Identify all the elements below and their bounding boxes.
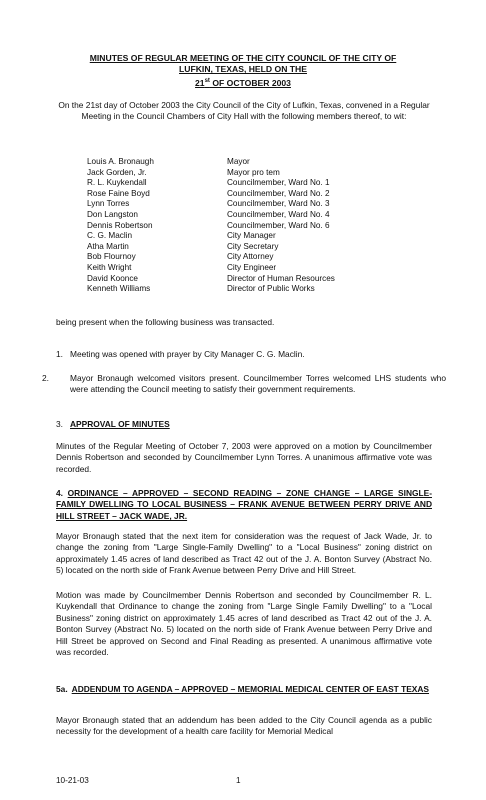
roster-row [87,157,335,168]
member-name: Lynn Torres [87,199,130,209]
footer-date: 10-21-03 [56,776,89,785]
agenda-item-5a [56,684,432,695]
member-name: Keith Wright [87,262,132,272]
member-name: Rose Faine Boyd [87,188,150,198]
member-role: City Attorney [227,252,274,262]
item-4-paragraph-1: Mayor Bronaugh stated that the next item for consideration was the request of Jack Wade, Jr. to change the zoning from "Large Single-Family Dwelling" to a "Local Business" zoning district on approximately 1.45 acres of land described as Tract 42 out of the J. A. Bonton Survey (Abstract No. 5) located on the north side of Frank Avenue between Perry Drive and Hill Street. [56,531,432,576]
member-role: Councilmember, Ward No. 2 [227,188,330,198]
minutes-approval-text: Minutes of the Regular Meeting of October 7, 2003 were approved on a motion by Councilmember Dennis Robertson and seconded by Councilmember Lynn Torres. A unanimous affirmative vote was recorded. [56,441,432,474]
member-role: City Engineer [227,262,277,272]
roster-row [87,263,335,274]
member-role: Director of Public Works [227,284,315,294]
member-role: Director of Human Resources [227,273,335,283]
footer-page-number: 1 [236,776,241,785]
member-name: Dennis Robertson [87,220,153,230]
member-role: Mayor [227,157,250,166]
member-name: Louis A. Bronaugh [87,157,154,166]
member-role: Mayor pro tem [227,167,280,177]
agenda-item-3 [56,419,432,430]
member-name: C. G. Maclin [87,231,133,241]
roster-row [87,284,335,295]
member-role: Councilmember, Ward No. 4 [227,209,330,219]
roster-row [87,210,335,221]
title-line-3: 21st OF OCTOBER 2003 [195,77,291,88]
roster-row [87,168,335,179]
item-heading: ADDENDUM TO AGENDA – APPROVED – MEMORIAL MEDICAL CENTER OF EAST TEXAS [71,684,430,694]
present-statement: being present when the following business was transacted. [56,317,275,327]
member-role: City Secretary [227,241,279,251]
member-role: City Manager [227,231,276,241]
roster-row [87,242,335,253]
member-role: Councilmember, Ward No. 6 [227,220,330,230]
title-line-1: MINUTES OF REGULAR MEETING OF THE CITY COUNCIL OF THE CITY OF [89,53,397,63]
roster-row [87,189,335,200]
item-number: 4. [56,488,63,498]
member-name: Kenneth Williams [87,284,151,294]
roster-row [87,221,335,232]
roster-row [87,199,335,210]
roster-row [87,274,335,285]
item-heading: ORDINANCE – APPROVED – SECOND READING – ZONE CHANGE – LARGE SINGLE-FAMILY DWELLING TO LOCAL BUSINESS – FRANK AVENUE BETWEEN PERRY DRIVE AND HILL STREET – JACK WADE, JR. [56,488,432,521]
roster-row [87,231,335,242]
agenda-item-2 [42,373,446,396]
title-line-2: LUFKIN, TEXAS, HELD ON THE [179,64,307,75]
item-text: Meeting was opened with prayer by City Manager C. G. Maclin. [70,349,305,359]
agenda-item-1 [56,349,432,360]
item-number: 2. [42,373,49,383]
item-number: 5a. [56,684,68,694]
member-role: Councilmember, Ward No. 1 [227,178,330,188]
intro-paragraph: On the 21st day of October 2003 the City Council of the City of Lufkin, Texas, convened in a Regular Meeting in the Council Chambers of City Hall with the following members thereof, to wit: [58,100,430,122]
member-name: David Koonce [87,273,138,283]
item-heading: APPROVAL OF MINUTES [70,419,170,429]
attendance-roster [87,157,335,295]
item-text: Mayor Bronaugh welcomed visitors present. Councilmember Torres welcomed LHS students who were attending the Council meeting to satisfy their government requirements. [70,373,446,395]
roster-row [87,252,335,263]
member-name: Atha Martin [87,241,129,251]
member-name: Jack Gorden, Jr. [87,167,147,177]
item-4-paragraph-2: Motion was made by Councilmember Dennis Robertson and seconded by Councilmember R. L. Kuykendall that Ordinance to change the zoning from "Large Single Family Dwelling" to a "Local Business" zoning district on approximately 1.45 acres of land described as Tract 42 out of the J. A. Bonton Survey (Abstract No. 5) located on the north side of Frank Avenue between Perry Drive and Hill Street be approved on Second and Final Reading as presented. A unanimous affirmative vote was recorded. [56,590,432,658]
item-number: 3. [56,419,63,429]
member-name: Don Langston [87,209,138,219]
member-name: R. L. Kuykendall [87,178,147,188]
agenda-item-4 [56,488,432,522]
roster-row [87,178,335,189]
document-title [62,53,424,89]
member-name: Bob Flournoy [87,252,136,262]
member-role: Councilmember, Ward No. 3 [227,199,330,209]
item-5a-paragraph: Mayor Bronaugh stated that an addendum has been added to the City Council agenda as a public necessity for the development of a health care facility for Memorial Medical [56,715,432,737]
item-number: 1. [56,349,63,359]
